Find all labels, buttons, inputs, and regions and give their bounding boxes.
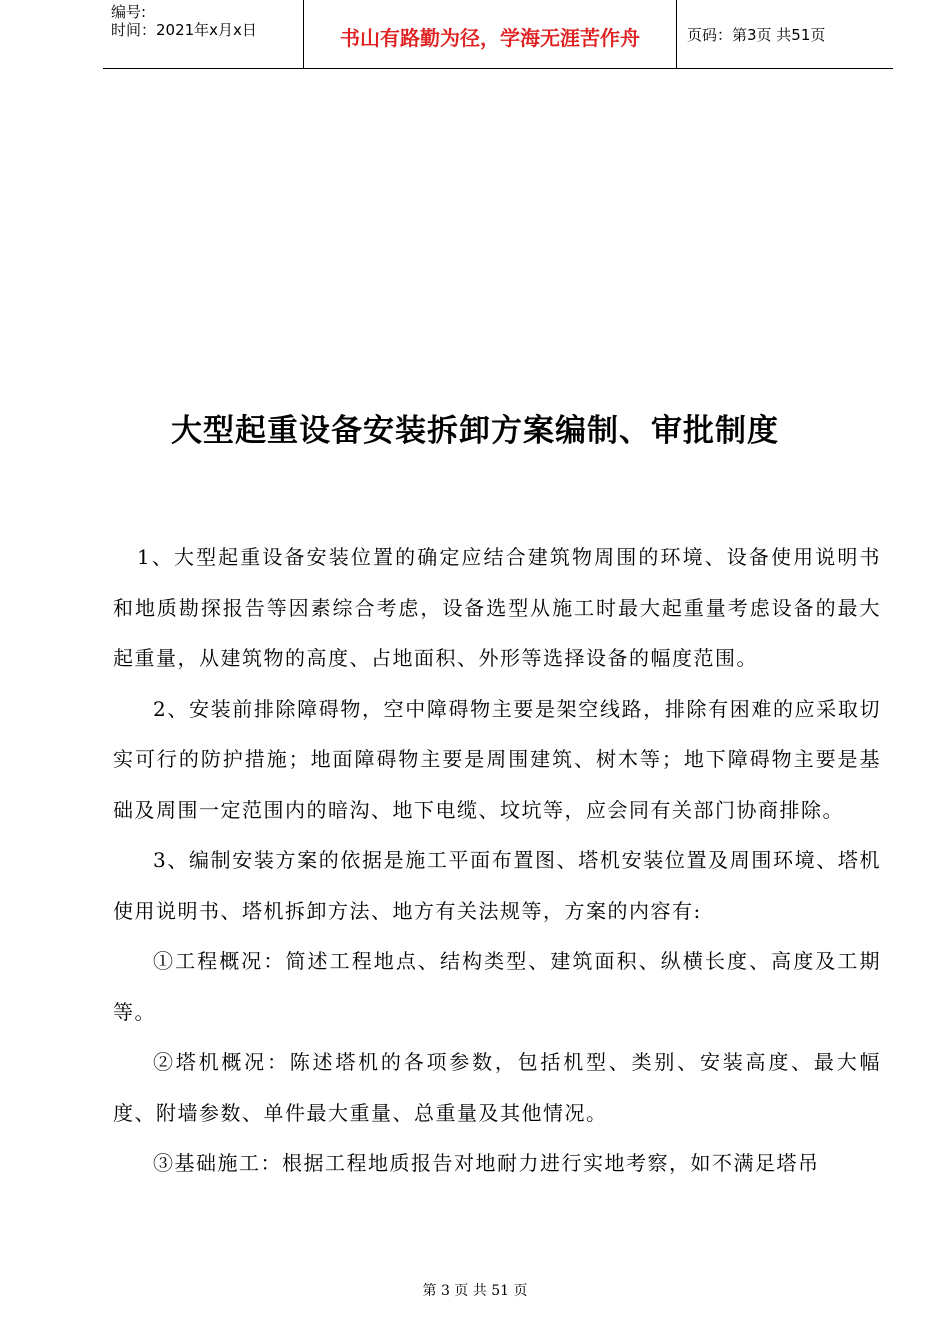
header-meta-cell — [103, 0, 303, 68]
number-label: 编号: — [111, 3, 147, 21]
paragraph-2: 2、安装前排除障碍物，空中障碍物主要是架空线路，排除有困难的应采取切实可行的防护措施；地面障碍物主要是周围建筑、树木等；地下障碍物主要是基础及周围一定范围内的暗沟、地下电缆、坟坑等，应会同有关部门协商排除。 — [113, 696, 881, 822]
header-page-info: 页码：第3页 共51页 — [687, 26, 826, 44]
header-motto: 书山有路勤为径，学海无涯苦作舟 — [340, 26, 640, 50]
page-header — [103, 0, 893, 69]
paragraph-6: ③基础施工：根据工程地质报告对地耐力进行实地考察，如不满足塔吊 — [153, 1151, 820, 1175]
time-label: 时间：2021年x月x日 — [111, 21, 257, 39]
paragraph-4: ①工程概况：简述工程地点、结构类型、建筑面积、纵横长度、高度及工期等。 — [113, 949, 881, 1024]
header-motto-cell — [303, 0, 677, 68]
document-title: 大型起重设备安装拆卸方案编制、审批制度 — [171, 413, 779, 449]
paragraph-3: 3、编制安装方案的依据是施工平面布置图、塔机安装位置及周围环境、塔机使用说明书、塔机拆卸方法、地方有关法规等，方案的内容有: — [113, 848, 881, 923]
document-body — [113, 532, 881, 1189]
page-footer: 第 3 页 共 51 页 — [422, 1283, 528, 1299]
header-page-cell — [677, 0, 893, 68]
paragraph-1: 1、大型起重设备安装位置的确定应结合建筑物周围的环境、设备使用说明书和地质勘探报告等因素综合考虑，设备选型从施工时最大起重量考虑设备的最大起重量，从建筑物的高度、占地面积、外形等选择设备的幅度范围。 — [113, 545, 881, 670]
paragraph-5: ②塔机概况：陈述塔机的各项参数，包括机型、类别、安装高度、最大幅度、附墙参数、单件最大重量、总重量及其他情况。 — [113, 1050, 881, 1125]
